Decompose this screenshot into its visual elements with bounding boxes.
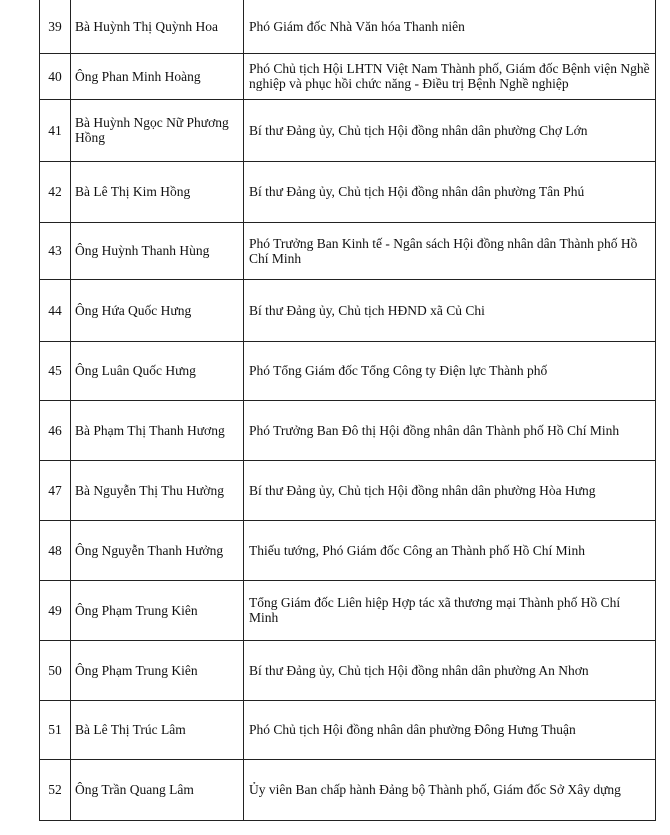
row-number: 40 [40, 53, 71, 99]
member-name: Ông Hứa Quốc Hưng [71, 279, 244, 341]
row-number: 45 [40, 341, 71, 400]
table-row [40, 0, 656, 53]
table-row [40, 279, 656, 341]
member-position: Phó Giám đốc Nhà Văn hóa Thanh niên [244, 0, 656, 53]
member-position: Phó Tổng Giám đốc Tổng Công ty Điện lực Thành phố [244, 341, 656, 400]
row-number: 42 [40, 161, 71, 222]
row-number: 51 [40, 700, 71, 759]
member-position: Phó Trưởng Ban Đô thị Hội đồng nhân dân Thành phố Hồ Chí Minh [244, 400, 656, 460]
document-page [39, 0, 656, 821]
member-position: Ủy viên Ban chấp hành Đảng bộ Thành phố, Giám đốc Sở Xây dựng [244, 759, 656, 820]
member-position: Bí thư Đảng ủy, Chủ tịch HĐND xã Củ Chi [244, 279, 656, 341]
member-position: Phó Trưởng Ban Kinh tế - Ngân sách Hội đồng nhân dân Thành phố Hồ Chí Minh [244, 222, 656, 279]
table-row [40, 580, 656, 640]
member-name: Ông Huỳnh Thanh Hùng [71, 222, 244, 279]
member-name: Bà Nguyễn Thị Thu Hường [71, 460, 244, 520]
table-row [40, 460, 656, 520]
member-position: Tổng Giám đốc Liên hiệp Hợp tác xã thương mại Thành phố Hồ Chí Minh [244, 580, 656, 640]
row-number: 49 [40, 580, 71, 640]
table-row [40, 341, 656, 400]
row-number: 50 [40, 640, 71, 700]
table-row [40, 161, 656, 222]
member-name: Ông Phạm Trung Kiên [71, 640, 244, 700]
row-number: 48 [40, 520, 71, 580]
row-number: 47 [40, 460, 71, 520]
member-name: Ông Nguyễn Thanh Hưởng [71, 520, 244, 580]
table-row [40, 640, 656, 700]
member-position: Phó Chủ tịch Hội đồng nhân dân phường Đông Hưng Thuận [244, 700, 656, 759]
row-number: 46 [40, 400, 71, 460]
row-number: 43 [40, 222, 71, 279]
member-table [39, 0, 656, 821]
member-position: Phó Chủ tịch Hội LHTN Việt Nam Thành phố, Giám đốc Bệnh viện Nghề nghiệp và phục hồi chức năng - Điều trị Bệnh Nghề nghiệp [244, 53, 656, 99]
member-name: Bà Lê Thị Kim Hồng [71, 161, 244, 222]
member-name: Bà Lê Thị Trúc Lâm [71, 700, 244, 759]
member-name: Ông Phan Minh Hoàng [71, 53, 244, 99]
row-number: 52 [40, 759, 71, 820]
table-row [40, 99, 656, 161]
member-name: Bà Phạm Thị Thanh Hương [71, 400, 244, 460]
member-position: Bí thư Đảng ủy, Chủ tịch Hội đồng nhân dân phường An Nhơn [244, 640, 656, 700]
table-row [40, 222, 656, 279]
member-name: Ông Luân Quốc Hưng [71, 341, 244, 400]
row-number: 44 [40, 279, 71, 341]
table-row [40, 700, 656, 759]
member-name: Bà Huỳnh Ngọc Nữ Phương Hồng [71, 99, 244, 161]
table-row [40, 400, 656, 460]
member-position: Thiếu tướng, Phó Giám đốc Công an Thành phố Hồ Chí Minh [244, 520, 656, 580]
member-position: Bí thư Đảng ủy, Chủ tịch Hội đồng nhân dân phường Tân Phú [244, 161, 656, 222]
member-name: Bà Huỳnh Thị Quỳnh Hoa [71, 0, 244, 53]
member-position: Bí thư Đảng ủy, Chủ tịch Hội đồng nhân dân phường Chợ Lớn [244, 99, 656, 161]
row-number: 41 [40, 99, 71, 161]
table-row [40, 759, 656, 820]
member-name: Ông Phạm Trung Kiên [71, 580, 244, 640]
member-name: Ông Trần Quang Lâm [71, 759, 244, 820]
table-row [40, 53, 656, 99]
table-row [40, 520, 656, 580]
row-number: 39 [40, 0, 71, 53]
member-position: Bí thư Đảng ủy, Chủ tịch Hội đồng nhân dân phường Hòa Hưng [244, 460, 656, 520]
